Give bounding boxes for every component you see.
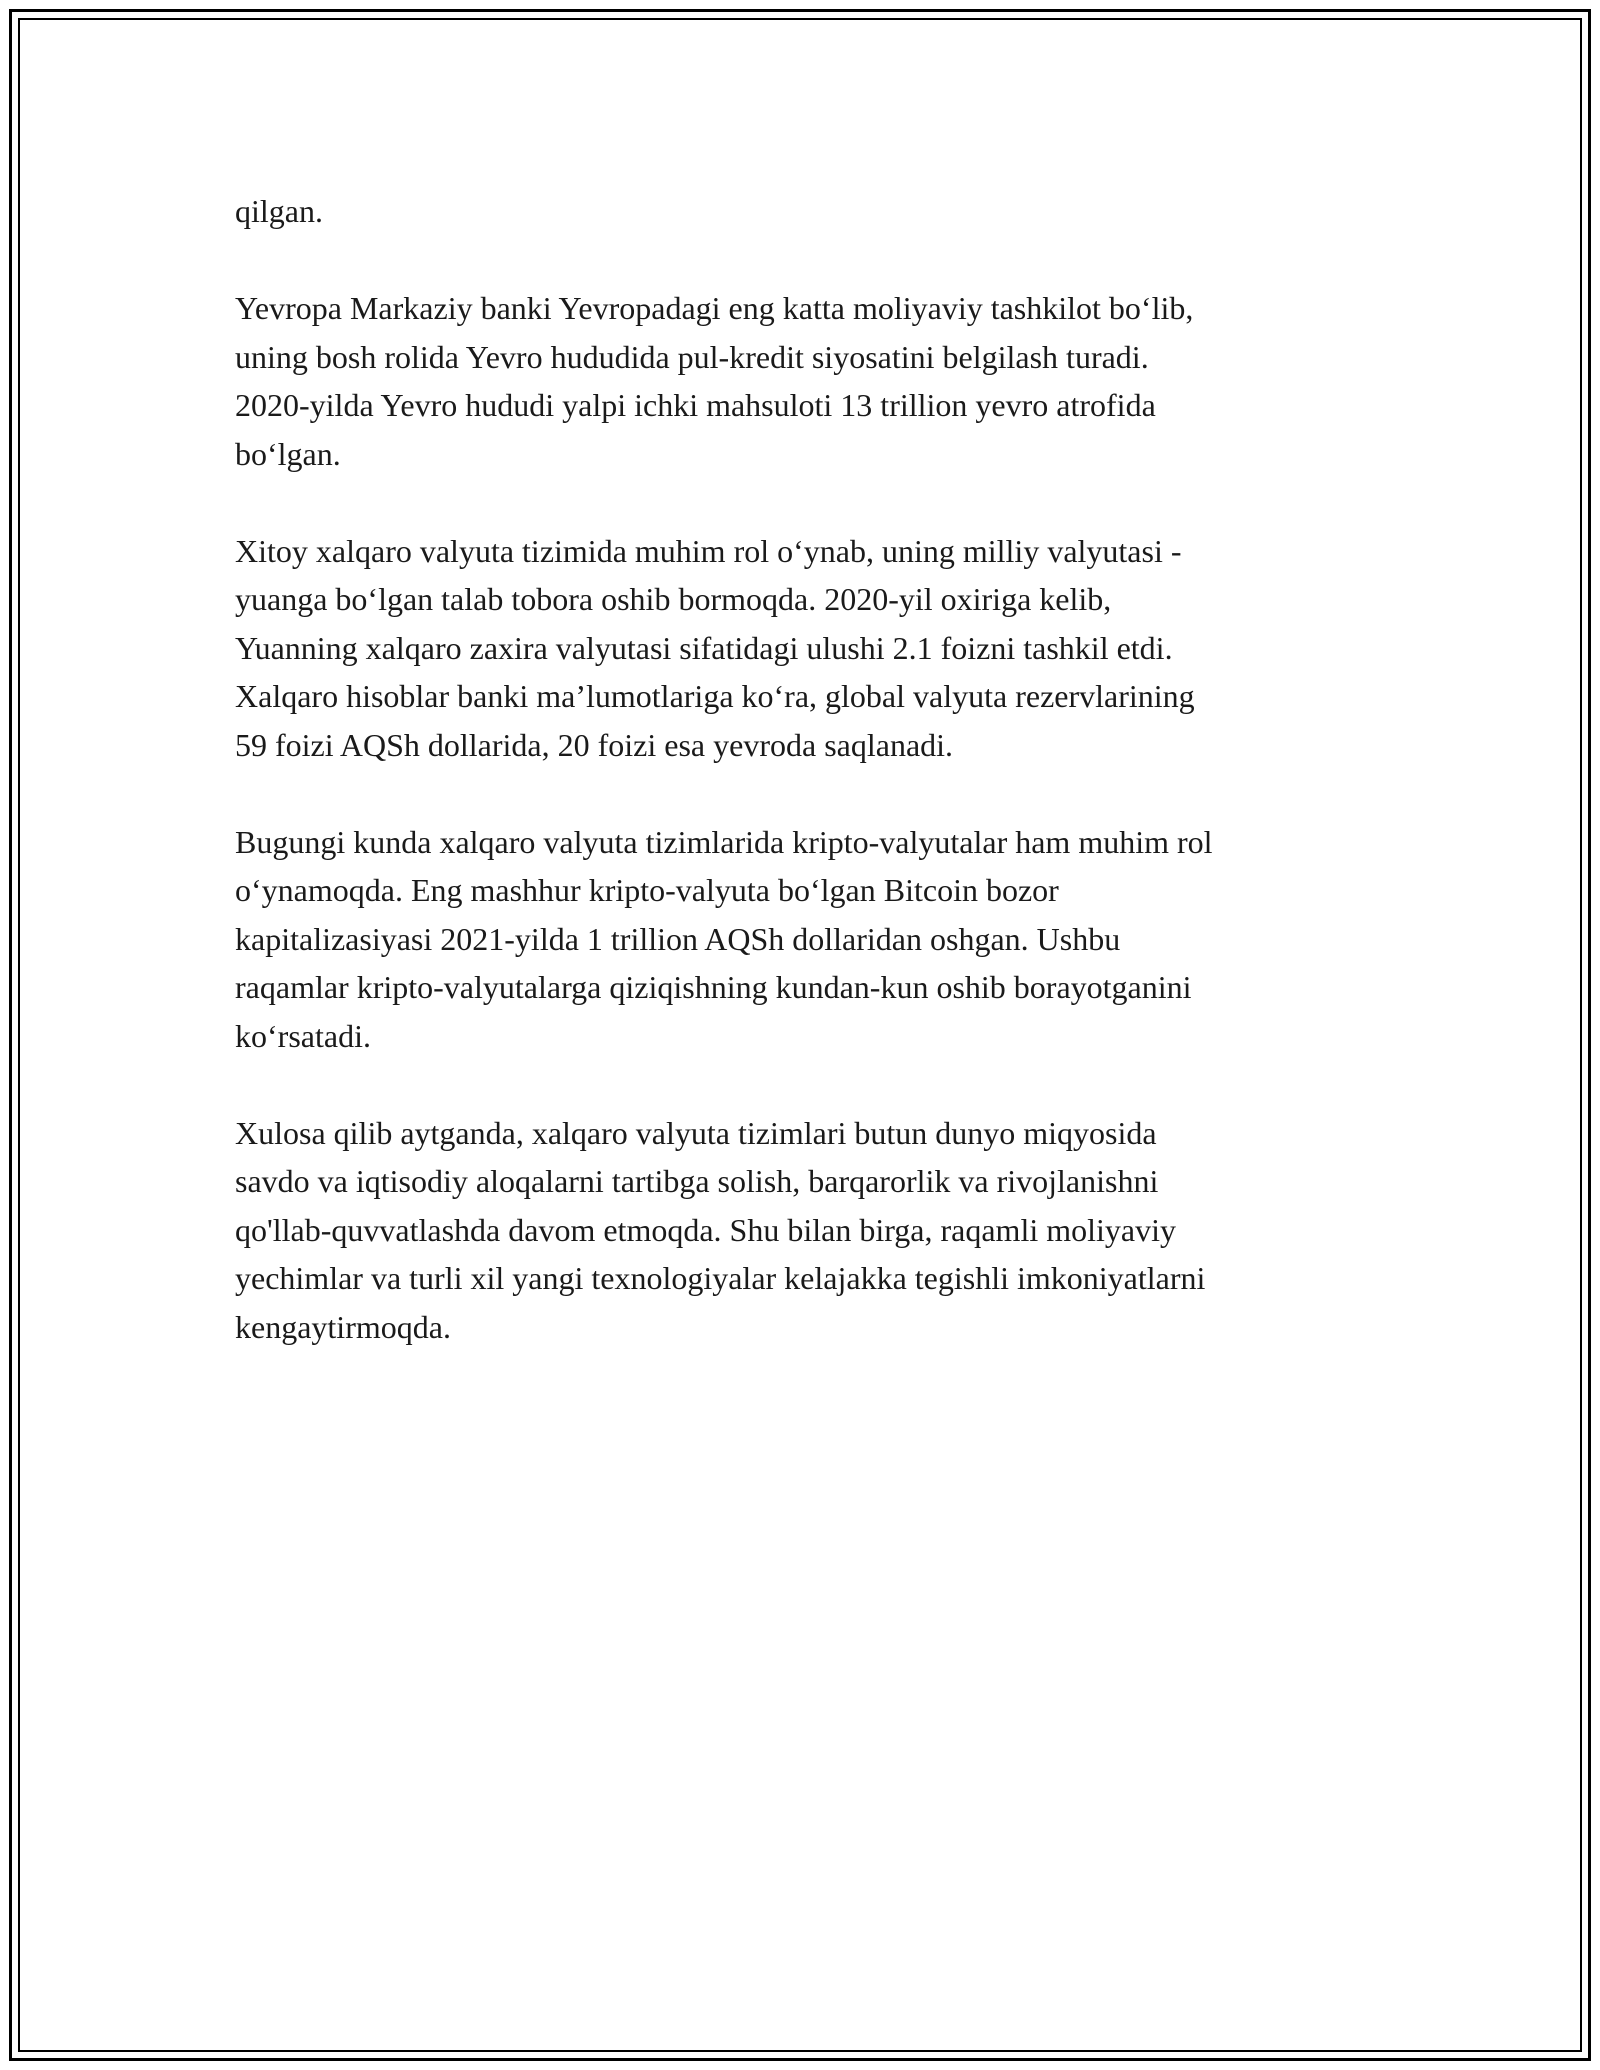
- text-line: Bugungi kunda xalqaro valyuta tizimlarida kripto-valyutalar ham muhim rol: [235, 823, 1213, 860]
- text-line: kapitalizasiyasi 2021-yilda 1 trillion AQSh dollaridan oshgan. Ushbu: [235, 920, 1121, 957]
- text-line: Xulosa qilib aytganda, xalqaro valyuta tizimlari butun dunyo miqyosida: [235, 1114, 1157, 1151]
- paragraph: [235, 284, 1385, 478]
- text-line: qo'llab-quvvatlashda davom etmoqda. Shu bilan birga, raqamli moliyaviy: [235, 1211, 1176, 1248]
- text-line: o‘ynamoqda. Eng mashhur kripto-valyuta bo‘lgan Bitcoin bozor: [235, 872, 1059, 908]
- text-line: uning bosh rolida Yevro hududida pul-kredit siyosatini belgilash turadi.: [235, 338, 1149, 375]
- text-line: yuanga bo‘lgan talab tobora oshib bormoqda. 2020-yil oxiriga kelib,: [235, 581, 1112, 617]
- text-line: 59 foizi AQSh dollarida, 20 foizi esa yevroda saqlanadi.: [235, 726, 954, 763]
- text-line: ko‘rsatadi.: [235, 1017, 371, 1054]
- text-line: raqamlar kripto-valyutalarga qiziqishning kundan-kun oshib borayotganini: [235, 969, 1192, 1005]
- text-line: Yuanning xalqaro zaxira valyutasi sifatidagi ulushi 2.1 foizni tashkil etdi.: [235, 629, 1173, 666]
- text-line: Yevropa Markaziy banki Yevropadagi eng katta moliyaviy tashkilot bo‘lib,: [235, 290, 1194, 326]
- text-line: yechimlar va turli xil yangi texnologiyalar kelajakka tegishli imkoniyatlarni: [235, 1260, 1206, 1296]
- text-line: kengaytirmoqda.: [235, 1308, 451, 1345]
- paragraph: [235, 1109, 1385, 1352]
- text-line: bo‘lgan.: [235, 435, 341, 472]
- text-line: Xitoy xalqaro valyuta tizimida muhim rol o‘ynab, uning milliy valyutasi -: [235, 532, 1182, 569]
- paragraph: [235, 818, 1385, 1061]
- document-body: [235, 187, 1385, 1400]
- text-line: qilgan.: [235, 193, 323, 229]
- text-line: savdo va iqtisodiy aloqalarni tartibga solish, barqarorlik va rivojlanishni: [235, 1163, 1159, 1199]
- text-line: 2020-yilda Yevro hududi yalpi ichki mahsuloti 13 trillion yevro atrofida: [235, 387, 1156, 423]
- paragraph: [235, 187, 1385, 236]
- text-line: Xalqaro hisoblar banki ma’lumotlariga ko‘ra, global valyuta rezervlarining: [235, 678, 1195, 714]
- paragraph: [235, 527, 1385, 770]
